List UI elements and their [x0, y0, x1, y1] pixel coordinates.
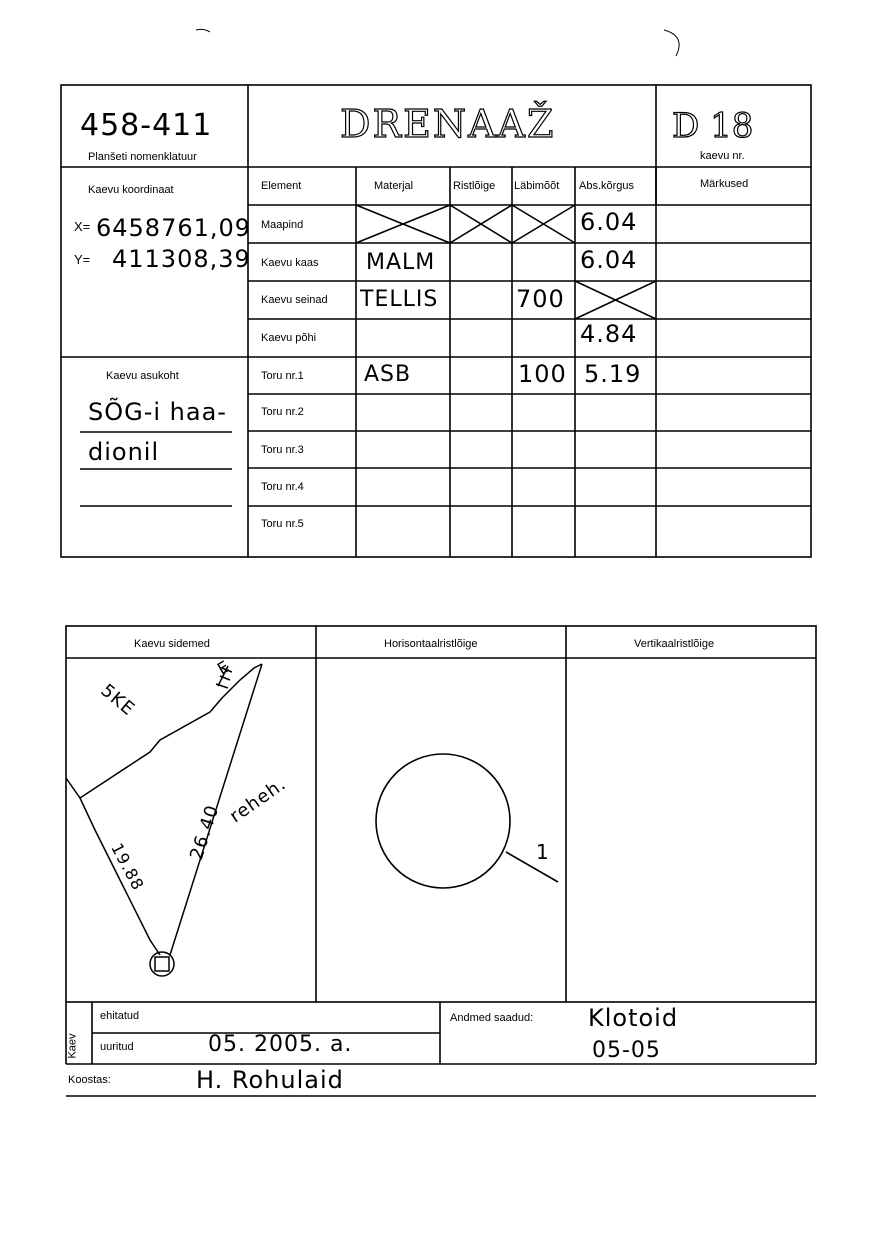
uuritud-value: 05. 2005. a.: [208, 1032, 353, 1057]
location-label: Kaevu asukoht: [106, 370, 179, 382]
ehitatud-label: ehitatud: [100, 1010, 140, 1022]
well-number-value: D 18: [672, 106, 754, 146]
location-line-2: dionil: [88, 438, 160, 466]
table-cell-abs: 5.19: [584, 360, 642, 388]
coordinate-y-value: 411308,39: [112, 245, 251, 273]
sheet-nomenclature-value: 458-411: [80, 108, 213, 143]
koostas-value: H. Rohulaid: [196, 1066, 344, 1094]
table-row-element: Toru nr.5: [261, 518, 304, 530]
sketch-note: reheh.: [226, 773, 291, 828]
sketch-distance-short: 19.88: [107, 840, 148, 894]
pipe-label: 1: [536, 840, 550, 864]
sketch-distance-long: 26.40: [186, 802, 224, 863]
links-panel-label: Kaevu sidemed: [134, 638, 210, 650]
col-header-element: Element: [261, 180, 302, 192]
table-cell-abs: 4.84: [580, 320, 638, 348]
col-header-markused: Märkused: [700, 178, 749, 190]
table-cell-materjal: ASB: [364, 362, 412, 387]
col-header-labimoot: Läbimõõt: [514, 180, 560, 192]
kaev-label: Kaev: [66, 1033, 79, 1059]
horizontal-panel-label: Horisontaalristlõige: [384, 638, 478, 650]
table-row-element: Kaevu põhi: [261, 332, 317, 344]
uuritud-label: uuritud: [100, 1041, 134, 1053]
table-row-element: Toru nr.3: [261, 444, 304, 456]
table-row-element: Toru nr.4: [261, 481, 304, 493]
table-cell-abs: 6.04: [580, 208, 638, 236]
andmed-value-source: Klotoid: [588, 1004, 679, 1032]
coordinate-x-prefix: X=: [74, 219, 91, 234]
table-cell-abs: 6.04: [580, 246, 638, 274]
col-header-materjal: Materjal: [374, 180, 414, 192]
coordinate-y-prefix: Y=: [74, 252, 91, 267]
sketch-label-e: E: [214, 656, 234, 679]
coordinate-x-value: 6458761,09: [96, 214, 252, 242]
table-row-element: Toru nr.1: [261, 370, 304, 382]
page-title: DRENAAŽ: [340, 102, 556, 146]
scan-marks: [196, 29, 679, 56]
table-cell-labimoot: 100: [518, 360, 567, 388]
well-number-label: kaevu nr.: [700, 150, 745, 162]
andmed-label: Andmed saadud:: [450, 1012, 534, 1024]
table-row-element: Maapind: [261, 219, 304, 231]
koostas-label: Koostas:: [68, 1074, 111, 1086]
table-cell-labimoot: 700: [516, 285, 565, 313]
sheet-nomenclature-label: Planšeti nomenklatuur: [88, 151, 197, 163]
col-header-ristloige: Ristlõige: [453, 180, 496, 192]
sketch-label-5ke: 5KE: [96, 680, 139, 721]
table-row-element: Kaevu seinad: [261, 294, 328, 306]
coordinates-label: Kaevu koordinaat: [88, 184, 174, 196]
table-row-element: Kaevu kaas: [261, 257, 319, 269]
vertical-panel-label: Vertikaalristlõige: [634, 638, 715, 650]
col-header-abs-korgus: Abs.kõrgus: [579, 180, 635, 192]
table-cell-materjal: MALM: [366, 250, 436, 275]
table-row-element: Toru nr.2: [261, 406, 304, 418]
table-cell-materjal: TELLIS: [360, 287, 439, 312]
andmed-value-date: 05-05: [592, 1038, 661, 1063]
horizontal-section-drawing: [376, 754, 558, 888]
location-line-1: SÕG-i haa-: [88, 398, 227, 426]
